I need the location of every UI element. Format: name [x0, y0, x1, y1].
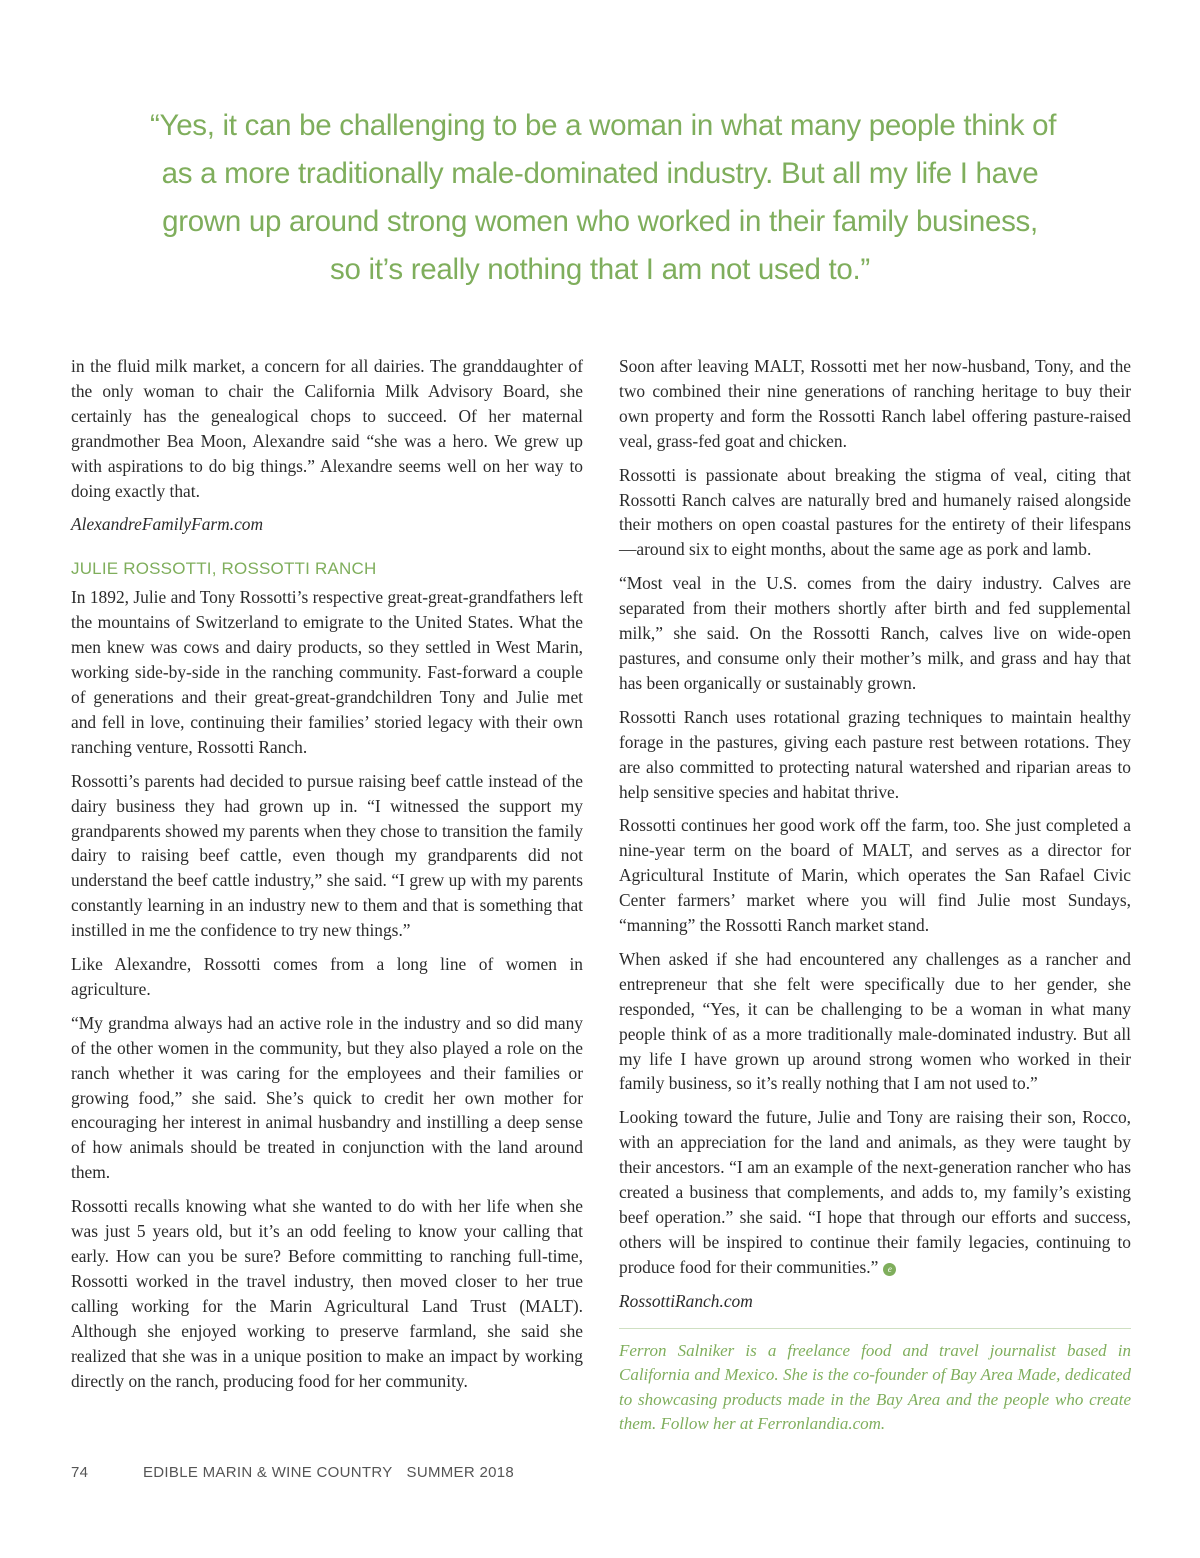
paragraph: Like Alexandre, Rossotti comes from a long line of women in agriculture. — [71, 954, 583, 999]
paragraph-text: Looking toward the future, Julie and Tony are raising their son, Rocco, with an appreciation for the land and animals, as they were taught by their ancestors. “I am an example of the next-generation rancher who has created a business that complements, and adds to, my family’s existing beef operation.” she said. “I hope that through our efforts and success, others will be inspired to continue their family legacies, continuing to produce food for their communities.” — [619, 1107, 1131, 1277]
pull-quote — [150, 102, 1057, 294]
section-heading: JULIE ROSSOTTI, ROSSOTTI RANCH — [71, 559, 377, 579]
pull-quote-line: so it’s really nothing that I am not used to.” — [330, 253, 870, 286]
issue-date: SUMMER 2018 — [406, 1464, 515, 1481]
paragraph: Rossotti Ranch uses rotational grazing techniques to maintain healthy forage in the pastures, giving each pasture rest between rotations. They are also committed to protecting natural watershed and riparian areas to help sensitive species and habitat thrive. — [619, 706, 1131, 802]
paragraph-final — [619, 1105, 1131, 1279]
publication-name: EDIBLE MARIN & WINE COUNTRY — [143, 1464, 393, 1481]
paragraph: “My grandma always had an active role in the industry and so did many of the other women in the community, but they also played a role on the ranch whether it was caring for the employees and their families or growing food,” she said. She’s quick to credit her own mother for encouraging her interest in animal husbandry and instilling a deep sense of how animals should be treated in conjunction with the land around them. — [71, 1012, 583, 1183]
paragraph: Rossotti recalls knowing what she wanted to do with her life when she was just 5 years old, but it’s an odd feeling to know your calling that early. How can you be sure? Before committing to ranching full-time, Rossotti worked in the travel industry, then moved closer to her true calling working for the Marin Agricultural Land Trust (MALT). Although she enjoyed working to preserve farmland, she said she realized that she was in a unique position to make an impact by working directly on the ranch, producing food for her community. — [71, 1196, 583, 1391]
page-footer — [71, 1464, 514, 1481]
pull-quote-line: as a more traditionally male-dominated industry. But all my life I have — [161, 157, 1039, 190]
pull-quote-line: “Yes, it can be challenging to be a woman in what many people think of — [150, 109, 1057, 142]
paragraph: “Most veal in the U.S. comes from the dairy industry. Calves are separated from their mothers shortly after birth and fed supplemental milk,” she said. On the Rossotti Ranch, calves live on wide-open pastures, and consume only their mother’s milk, and grass and hay that has been organically or sustainably grown. — [619, 573, 1131, 693]
paragraph: In 1892, Julie and Tony Rossotti’s respective great-great-grandfathers left the mountains of Switzerland to emigrate to the United States. What the men knew was cows and dairy products, so they settled in West Marin, working side-by-side in the ranching community. Fast-forward a couple of generations and their great-great-grandchildren Tony and Julie met and fell in love, continuing their families’ storied legacy with their own ranching venture, Rossotti Ranch. — [71, 587, 583, 757]
paragraph: Rossotti is passionate about breaking the stigma of veal, citing that Rossotti Ranch calves are naturally bred and humanely raised alongside their mothers on open coastal pastures for the entirety of their lifespans—around six to eight months, about the same age as pork and lamb. — [619, 464, 1131, 560]
right-column — [619, 354, 1131, 1446]
website-link[interactable]: AlexandreFamilyFarm.com — [71, 514, 264, 535]
end-mark-icon: e — [883, 1263, 896, 1276]
divider — [619, 1328, 1131, 1329]
website-link[interactable]: RossottiRanch.com — [619, 1290, 753, 1311]
left-column — [71, 354, 583, 1402]
paragraph: When asked if she had encountered any challenges as a rancher and entrepreneur that she felt were specifically due to her gender, she responded, “Yes, it can be challenging to be a woman in what many people think of as a more traditionally male-dominated industry. But all my life I have grown up around strong women who worked in their family business, so it’s really nothing that I am not used to.” — [619, 948, 1131, 1094]
page-number: 74 — [71, 1464, 89, 1481]
author-bio: Ferron Salniker is a freelance food and travel journalist based in California and Mexico. She is the co-founder of Bay Area Made, dedicated to showcasing products made in the Bay Area and the people who create them. Follow her at Ferronlandia.com. — [619, 1340, 1131, 1434]
paragraph: in the fluid milk market, a concern for all dairies. The granddaughter of the only woman to chair the California Milk Advisory Board, she certainly has the genealogical chops to succeed. Of her maternal grandmother Bea Moon, Alexandre said “she was a hero. We grew up with aspirations to do big things.” Alexandre seems well on her way to doing exactly that. — [71, 356, 583, 501]
paragraph: Rossotti’s parents had decided to pursue raising beef cattle instead of the dairy business they had grown up in. “I witnessed the support my grandparents showed my parents when they chose to transition the family dairy to raising beef cattle, even though my grandparents did not understand the beef cattle industry,” she said. “I grew up with my parents constantly learning in an industry new to them and that is something that instilled in me the confidence to try new things.” — [71, 770, 583, 941]
paragraph: Rossotti continues her good work off the farm, too. She just completed a nine-year term on the board of MALT, and serves as a director for Agricultural Institute of Marin, which operates the San Rafael Civic Center farmers’ market where you will find Julie most Sundays, “manning” the Rossotti Ranch market stand. — [619, 815, 1131, 936]
pull-quote-line: grown up around strong women who worked in their family business, — [162, 205, 1038, 238]
paragraph: Soon after leaving MALT, Rossotti met her now-husband, Tony, and the two combined their nine generations of ranching heritage to buy their own property and form the Rossotti Ranch label offering pasture-raised veal, grass-fed goat and chicken. — [619, 356, 1131, 451]
